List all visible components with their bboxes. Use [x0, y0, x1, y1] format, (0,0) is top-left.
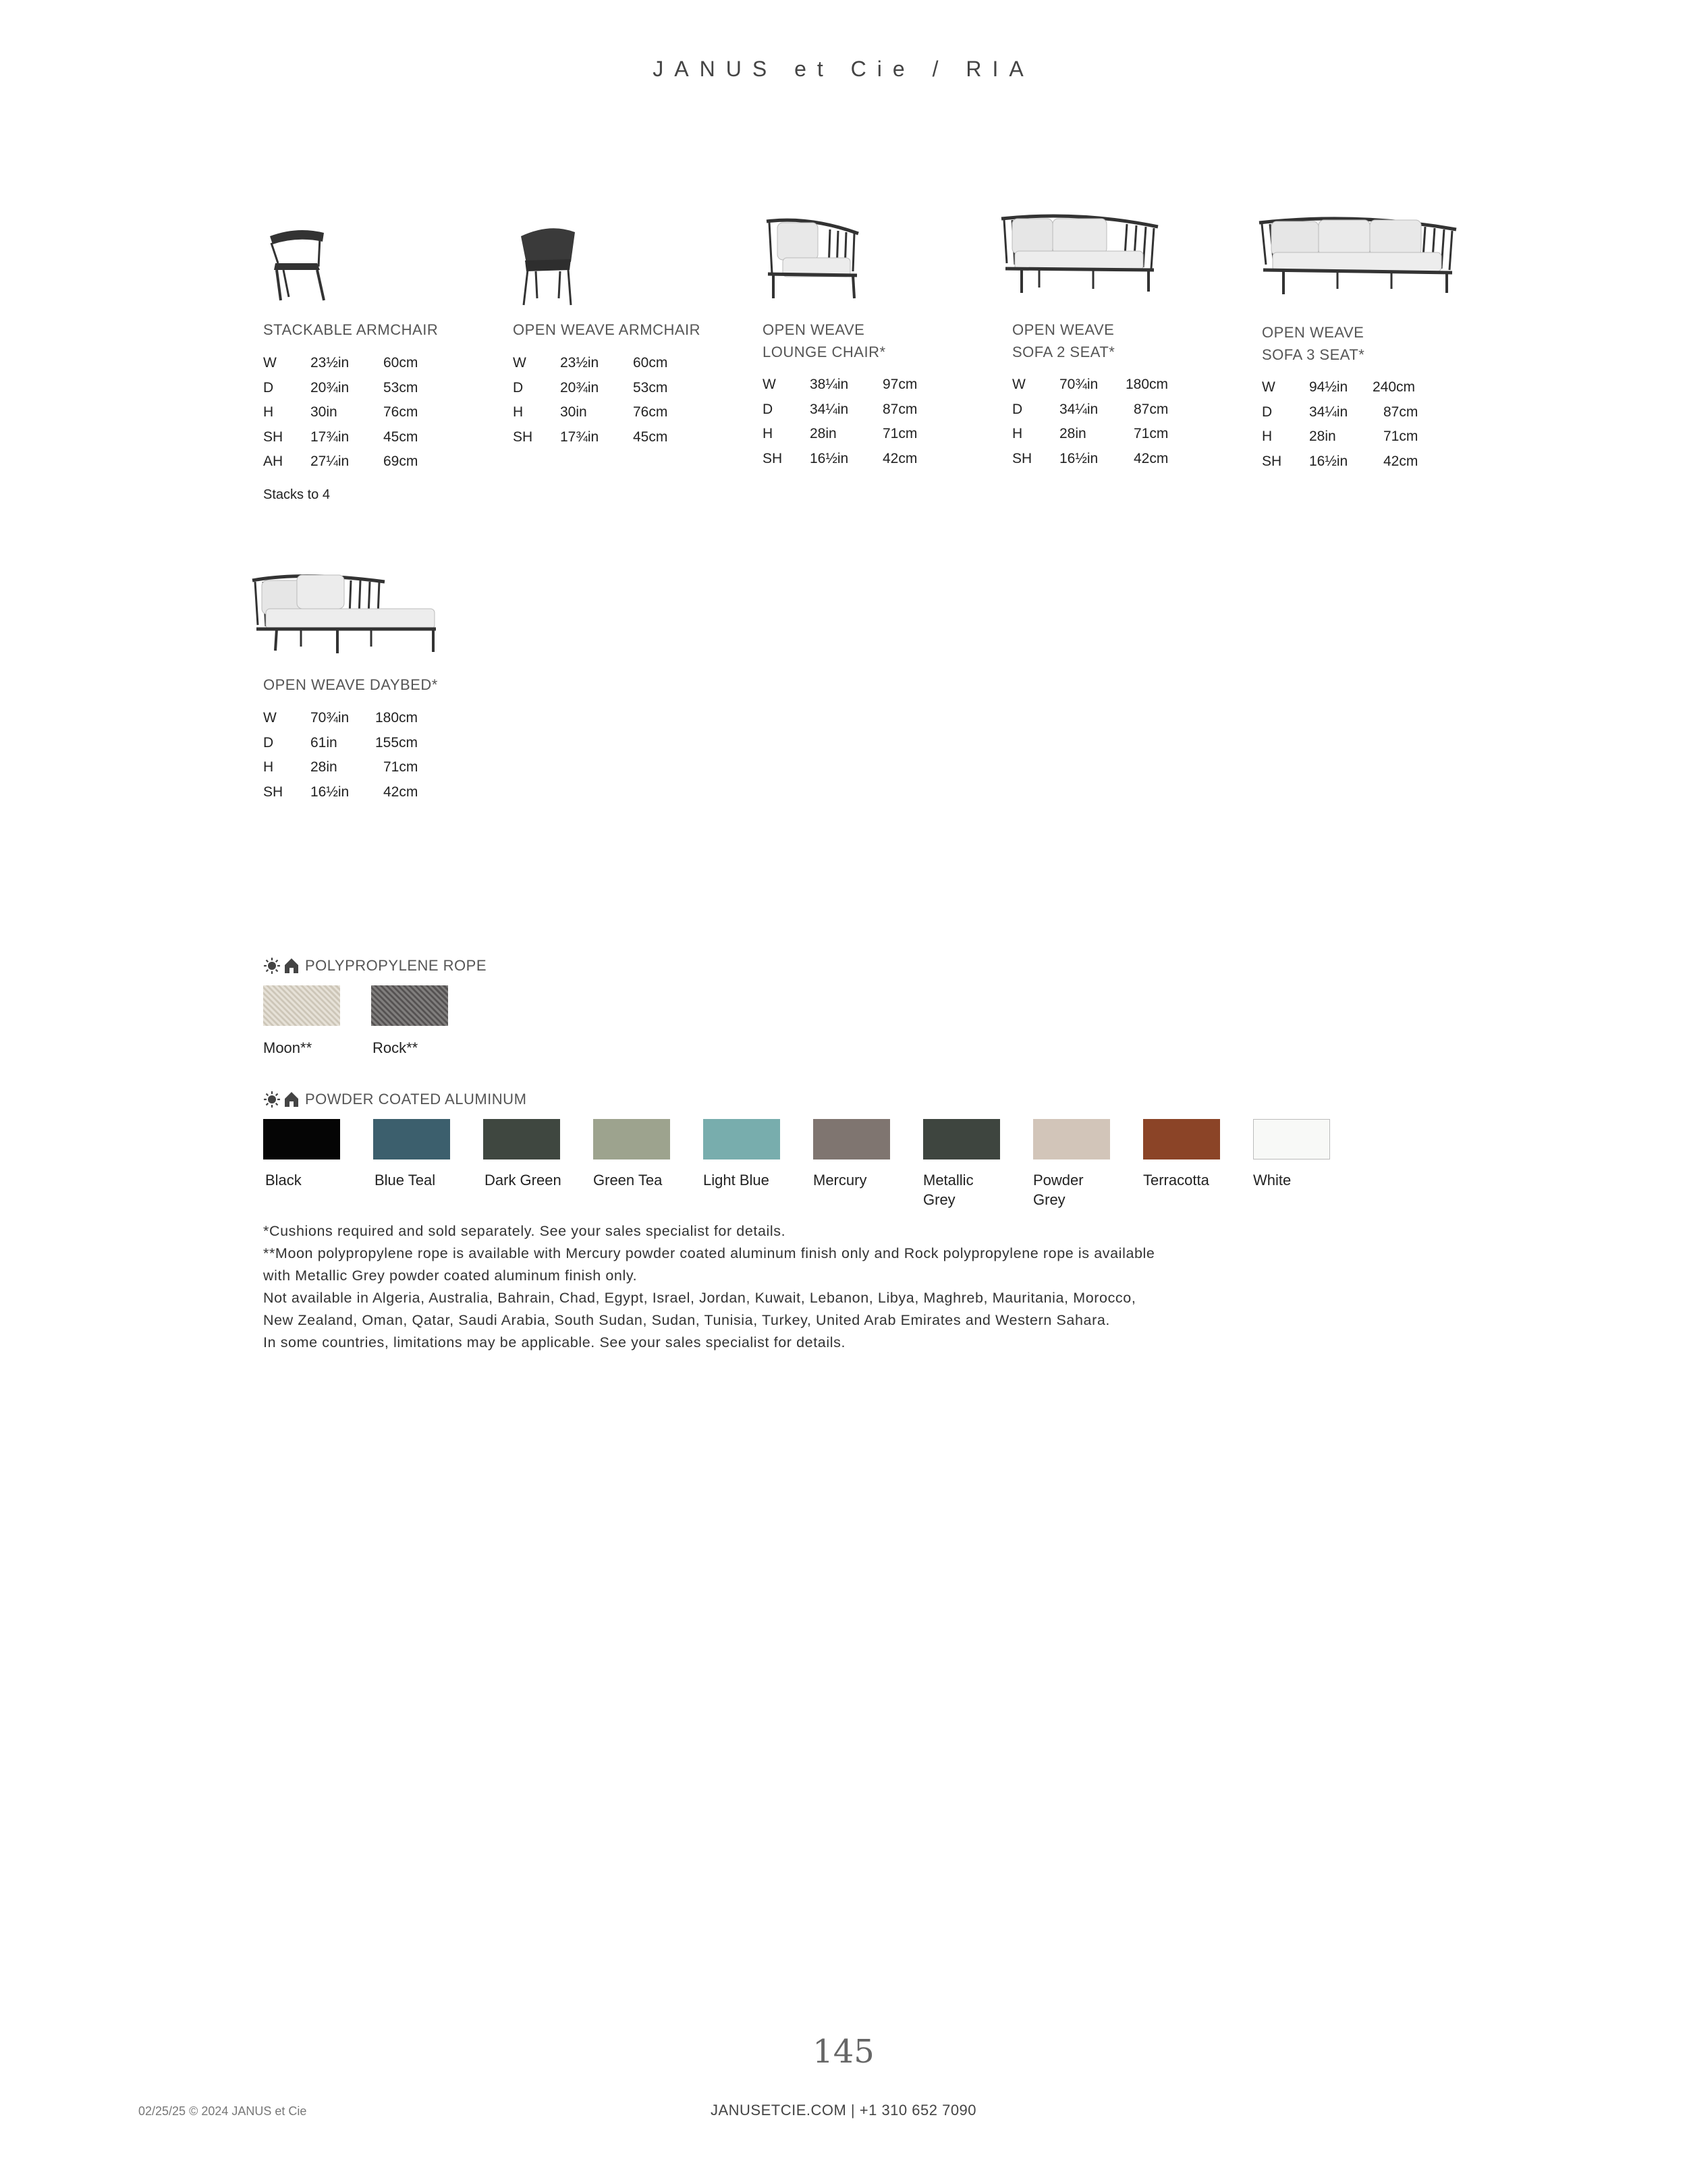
footnote-line: Not available in Algeria, Australia, Bahrain, Chad, Egypt, Israel, Jordan, Kuwait, Lebanon, Libya, Maghreb, Mauritania, Morocco,	[263, 1290, 1136, 1306]
footer-contact[interactable]: JANUSETCIE.COM | +1 310 652 7090	[710, 2102, 977, 2119]
swatch-terracotta[interactable]	[1143, 1119, 1220, 1159]
swatch-label-black: Black	[265, 1172, 302, 1189]
open-weave-armchair-image	[513, 223, 587, 307]
swatch-light-blue[interactable]	[703, 1119, 780, 1159]
footnotes	[263, 1220, 1343, 1354]
swatch-label-mercury: Mercury	[813, 1172, 867, 1189]
swatch-white[interactable]	[1253, 1119, 1330, 1159]
footer-date-copyright: 02/25/25 © 2024 JANUS et Cie	[138, 2104, 307, 2118]
footnote-line: **Moon polypropylene rope is available with Mercury powder coated aluminum finish only and Rock polypropylene rope is available	[263, 1245, 1155, 1261]
swatch-dark-green[interactable]	[483, 1119, 560, 1159]
product-name: STACKABLE ARMCHAIR	[263, 321, 439, 338]
product-name: OPEN WEAVE DAYBED*	[263, 676, 438, 693]
stacking-note: Stacks to 4	[263, 487, 330, 502]
swatch-label-moon: Moon**	[263, 1039, 312, 1056]
aluminum-section-title	[263, 1091, 526, 1108]
swatch-black[interactable]	[263, 1119, 340, 1159]
footnote-line: In some countries, limitations may be applicable. See your sales specialist for details.	[263, 1334, 846, 1350]
swatch-moon[interactable]	[263, 985, 340, 1026]
stackable-armchair-image	[263, 223, 337, 304]
sofa-3-seat-image	[1256, 209, 1459, 297]
swatch-metallic-grey[interactable]	[923, 1119, 1000, 1159]
product-name: OPEN WEAVE SOFA 2 SEAT*	[1012, 321, 1115, 360]
rope-section-label: POLYPROPYLENE ROPE	[305, 957, 487, 974]
home-icon	[283, 957, 300, 975]
home-icon	[283, 1091, 300, 1108]
page-number: 145	[812, 2033, 875, 2071]
swatch-label-powder-grey: Powder Grey	[1033, 1172, 1084, 1208]
swatch-label-rock: Rock**	[372, 1039, 418, 1056]
swatch-label-dark-green: Dark Green	[485, 1172, 561, 1189]
footnote-line: *Cushions required and sold separately. See your sales specialist for details.	[263, 1223, 786, 1239]
finish-icons	[263, 957, 300, 975]
swatch-label-light-blue: Light Blue	[703, 1172, 769, 1189]
swatch-green-tea[interactable]	[593, 1119, 670, 1159]
footnote-line: with Metallic Grey powder coated aluminum finish only.	[263, 1267, 638, 1284]
brand-header: JANUS et Cie / RIA	[653, 57, 1034, 81]
product-name: OPEN WEAVE LOUNGE CHAIR*	[763, 321, 886, 360]
swatch-label-blue-teal: Blue Teal	[375, 1172, 436, 1189]
swatch-label-terracotta: Terracotta	[1143, 1172, 1209, 1189]
swatch-powder-grey[interactable]	[1033, 1119, 1110, 1159]
rope-section-title	[263, 957, 487, 975]
footnote-line: New Zealand, Oman, Qatar, Saudi Arabia, South Sudan, Sudan, Tunisia, Turkey, United Arab Emirates and Western Sahara.	[263, 1312, 1110, 1328]
swatch-label-white: White	[1253, 1172, 1292, 1189]
swatch-blue-teal[interactable]	[373, 1119, 450, 1159]
sofa-2-seat-image	[999, 209, 1161, 297]
sun-icon	[263, 1091, 281, 1108]
daybed-image	[250, 567, 439, 655]
finish-icons	[263, 1091, 300, 1108]
lounge-chair-image	[763, 209, 864, 304]
product-name: OPEN WEAVE ARMCHAIR	[513, 321, 701, 338]
swatch-mercury[interactable]	[813, 1119, 890, 1159]
swatch-label-green-tea: Green Tea	[593, 1172, 663, 1189]
swatch-label-metallic-grey: Metallic Grey	[923, 1172, 974, 1208]
sun-icon	[263, 957, 281, 975]
product-name: OPEN WEAVE SOFA 3 SEAT*	[1262, 324, 1365, 363]
swatch-rock[interactable]	[371, 985, 448, 1026]
aluminum-section-label: POWDER COATED ALUMINUM	[305, 1091, 527, 1108]
